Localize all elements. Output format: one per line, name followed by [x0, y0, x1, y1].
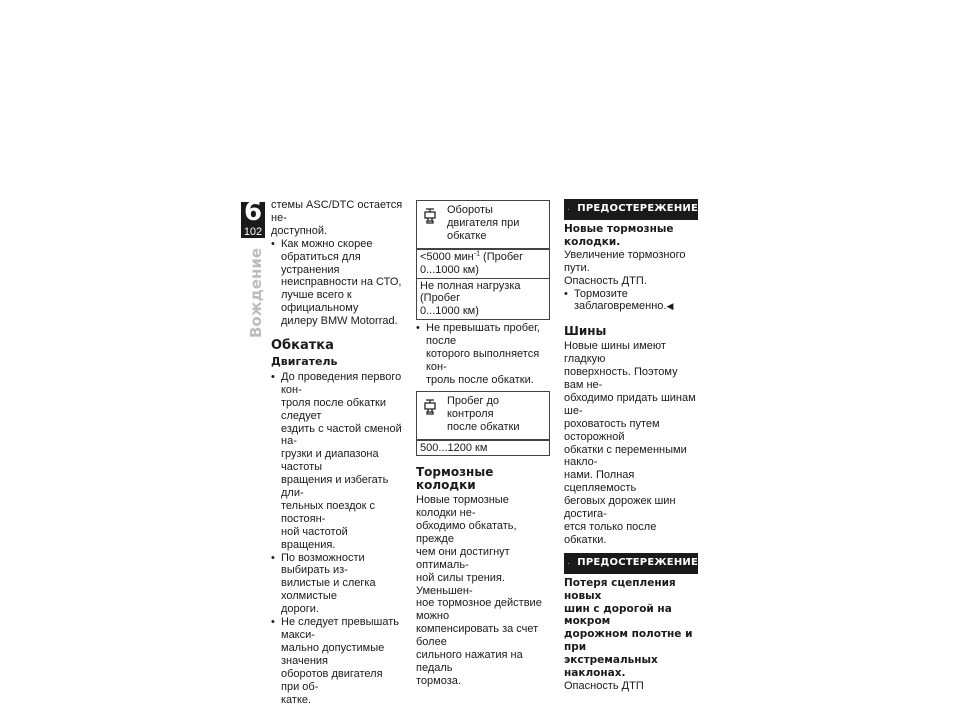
column-3	[564, 199, 698, 693]
section-heading: Обкатка	[271, 340, 403, 353]
section-heading: Шины	[564, 325, 698, 338]
bullet-item: • Как можно скорее обратиться для устранения неисправности на СТО, лучше всего к официальному дилеру BMW Motorrad.	[271, 238, 403, 328]
continued-text: стемы ASC/DTC остается не- доступной.	[271, 199, 403, 238]
engine-icon	[421, 398, 439, 416]
warning-title: Новые тормозные колодки.	[564, 223, 698, 249]
spec-table-header: Обороты двигателя при обкатке	[417, 201, 549, 249]
spec-table-row: <5000 мин$^{-1}$ (Пробег 0...1000 км)	[417, 249, 549, 278]
warning-label: ПРЕДОСТЕРЕЖЕНИЕ	[577, 557, 698, 570]
warning-title: Потеря сцепления новых шин с дорогой на мокром дорожном полотне и при экстремальных наклонах.	[564, 577, 698, 680]
bullet-item: • Не превышать пробег, после которого выполняется кон- троль после обкатки.	[416, 322, 550, 387]
spec-table-row: Не полная нагрузка (Пробег 0...1000 км)	[417, 278, 549, 320]
bullet-item: • Не следует превышать макси- мально допустимые значения оборотов двигателя при об- катке.	[271, 616, 403, 706]
engine-icon	[421, 207, 439, 225]
bullet-item: • По возможности выбирать из- вилистые и слегка холмистые дороги.	[271, 552, 403, 617]
warning-text: Опасность ДТП	[564, 680, 698, 693]
chapter-number: 6	[241, 197, 265, 227]
paragraph: Новые шины имеют гладкую поверхность. Поэтому вам не- обходимо придать шинам ше- роховатость путем осторожной обкатки с переменными накло- нами. Полная сцепляемость беговых дорожек шин достига- ется только после обкатки.	[564, 340, 698, 547]
paragraph: Новые тормозные колодки не- обходимо обкатать, прежде чем они достигнут оптималь- ной силы трения. Уменьшен- ное тормозное действие можно компенсировать за счет более сильного нажатия на педаль тормоза.	[416, 494, 550, 688]
warning-banner	[564, 553, 698, 574]
column-1	[271, 199, 403, 706]
page-number: 102	[239, 226, 267, 238]
warning-triangle-icon	[568, 203, 569, 216]
bullet-item: • Тормозите	[564, 288, 698, 301]
bullet-continuation: заблаговременно.◀	[564, 300, 698, 313]
spec-table-mileage	[416, 391, 550, 457]
column-2	[416, 199, 550, 688]
section-heading: Тормозные колодки	[416, 466, 550, 492]
warning-banner	[564, 199, 698, 220]
section-side-title: Вождение	[247, 248, 265, 338]
spec-table-rpm	[416, 200, 550, 320]
bullet-item: • До проведения первого кон- троля после обкатки следует ездить с частой сменой на- грузки и диапазона частоты вращения и избегать дли- тельных поездок с постоян- ной частотой вращения.	[271, 371, 403, 552]
warning-text: Увеличение тормозного пути. Опасность ДТП.	[564, 249, 698, 288]
warning-label: ПРЕДОСТЕРЕЖЕНИЕ	[577, 203, 698, 216]
end-of-section-mark: ◀	[666, 301, 673, 311]
spec-table-header: Пробег до контроля после обкатки	[417, 392, 549, 440]
warning-triangle-icon	[568, 557, 569, 570]
subsection-heading: Двигатель	[271, 356, 403, 369]
spec-table-row: 500...1200 км	[417, 440, 549, 456]
